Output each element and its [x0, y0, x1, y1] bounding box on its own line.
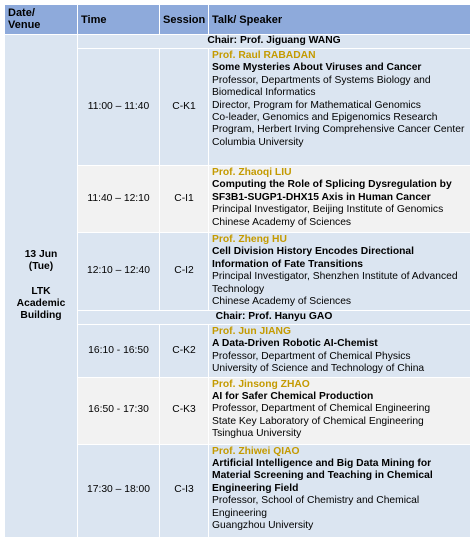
speaker-affiliation: State Key Laboratory of Chemical Engineering: [212, 415, 424, 427]
speaker-affiliation: University of Science and Technology of China: [212, 363, 425, 375]
talk-time: 16:10 - 16:50: [78, 325, 160, 378]
speaker-name: Prof. Jinsong ZHAO: [212, 378, 310, 390]
speaker-name: Prof. Raul RABADAN: [212, 50, 316, 61]
speaker-affiliation: Guangzhou University: [212, 520, 314, 532]
speaker-name: Prof. Zhaoqi LIU: [212, 167, 292, 178]
speaker-affiliation: Principal Investigator, Shenzhen Institute of Advanced Technology: [212, 271, 458, 295]
header-row: [5, 5, 471, 35]
talk-title: Some Mysteries About Viruses and Cancer: [212, 62, 422, 74]
talk-details: [209, 325, 471, 378]
talk-title: Computing the Role of Splicing Dysregulation by SF3B1-SUGP1-DHX15 Axis in Human Cancer: [212, 179, 452, 203]
speaker-affiliation: Chinese Academy of Sciences: [212, 216, 352, 228]
venue-day: (Tue): [28, 261, 54, 273]
talk-session: C-K3: [160, 377, 209, 444]
talk-session: C-I3: [160, 444, 209, 537]
speaker-name: Prof. Zhiwei QIAO: [212, 445, 300, 457]
speaker-name: Prof. Jun JIANG: [212, 326, 291, 337]
talk-time: 11:00 – 11:40: [78, 49, 160, 166]
speaker-name: Prof. Zheng HU: [212, 234, 287, 245]
speaker-affiliation: Professor, Departments of Systems Biology and Biomedical Informatics: [212, 74, 431, 99]
talk-details: [209, 166, 471, 233]
talk-session: C-K1: [160, 49, 209, 166]
venue-cell: [5, 35, 78, 538]
talk-time: 17:30 – 18:00: [78, 444, 160, 537]
speaker-affiliation: Professor, School of Chemistry and Chemical Engineering: [212, 495, 420, 519]
chair-label-2: Chair: Prof. Hanyu GAO: [78, 311, 471, 325]
talk-details: [209, 377, 471, 444]
venue-place: LTK Academic Building: [16, 285, 66, 322]
talk-title: AI for Safer Chemical Production: [212, 391, 374, 403]
speaker-affiliation: Professor, Department of Chemical Physics: [212, 350, 411, 362]
header-time: Time: [78, 5, 160, 35]
talk-time: 11:40 – 12:10: [78, 166, 160, 233]
speaker-affiliation: Tsinghua University: [212, 428, 302, 440]
speaker-affiliation: Professor, Department of Chemical Engineering: [212, 403, 431, 415]
chair-row-1: [5, 35, 471, 49]
header-venue: Date/ Venue: [5, 5, 78, 35]
speaker-affiliation: Principal Investigator, Beijing Institute of Genomics: [212, 204, 444, 216]
conference-schedule-table: [4, 4, 471, 538]
speaker-affiliation: Chinese Academy of Sciences: [212, 296, 352, 308]
talk-time: 16:50 - 17:30: [78, 377, 160, 444]
talk-session: C-I1: [160, 166, 209, 233]
talk-session: C-I2: [160, 233, 209, 311]
header-talk: Talk/ Speaker: [209, 5, 471, 35]
speaker-affiliation: Co-leader, Genomics and Epigenomics Research Program, Herbert Irving Comprehensive Cancer Center: [212, 112, 465, 136]
speaker-affiliation: Director, Program for Mathematical Genomics: [212, 99, 421, 111]
talk-title: A Data-Driven Robotic AI-Chemist: [212, 338, 378, 350]
talk-time: 12:10 – 12:40: [78, 233, 160, 311]
talk-session: C-K2: [160, 325, 209, 378]
speaker-affiliation: Columbia University: [212, 136, 304, 148]
talk-details: [209, 233, 471, 311]
talk-title: Cell Division History Encodes Directional Information of Fate Transitions: [212, 246, 414, 270]
talk-details: [209, 49, 471, 166]
venue-date: 13 Jun: [24, 248, 58, 260]
header-session: Session: [160, 5, 209, 35]
talk-details: [209, 444, 471, 537]
chair-label-1: Chair: Prof. Jiguang WANG: [78, 35, 471, 49]
talk-title: Artificial Intelligence and Big Data Mining for Material Screening and Teaching in Chemical Engineering Field: [212, 458, 433, 494]
